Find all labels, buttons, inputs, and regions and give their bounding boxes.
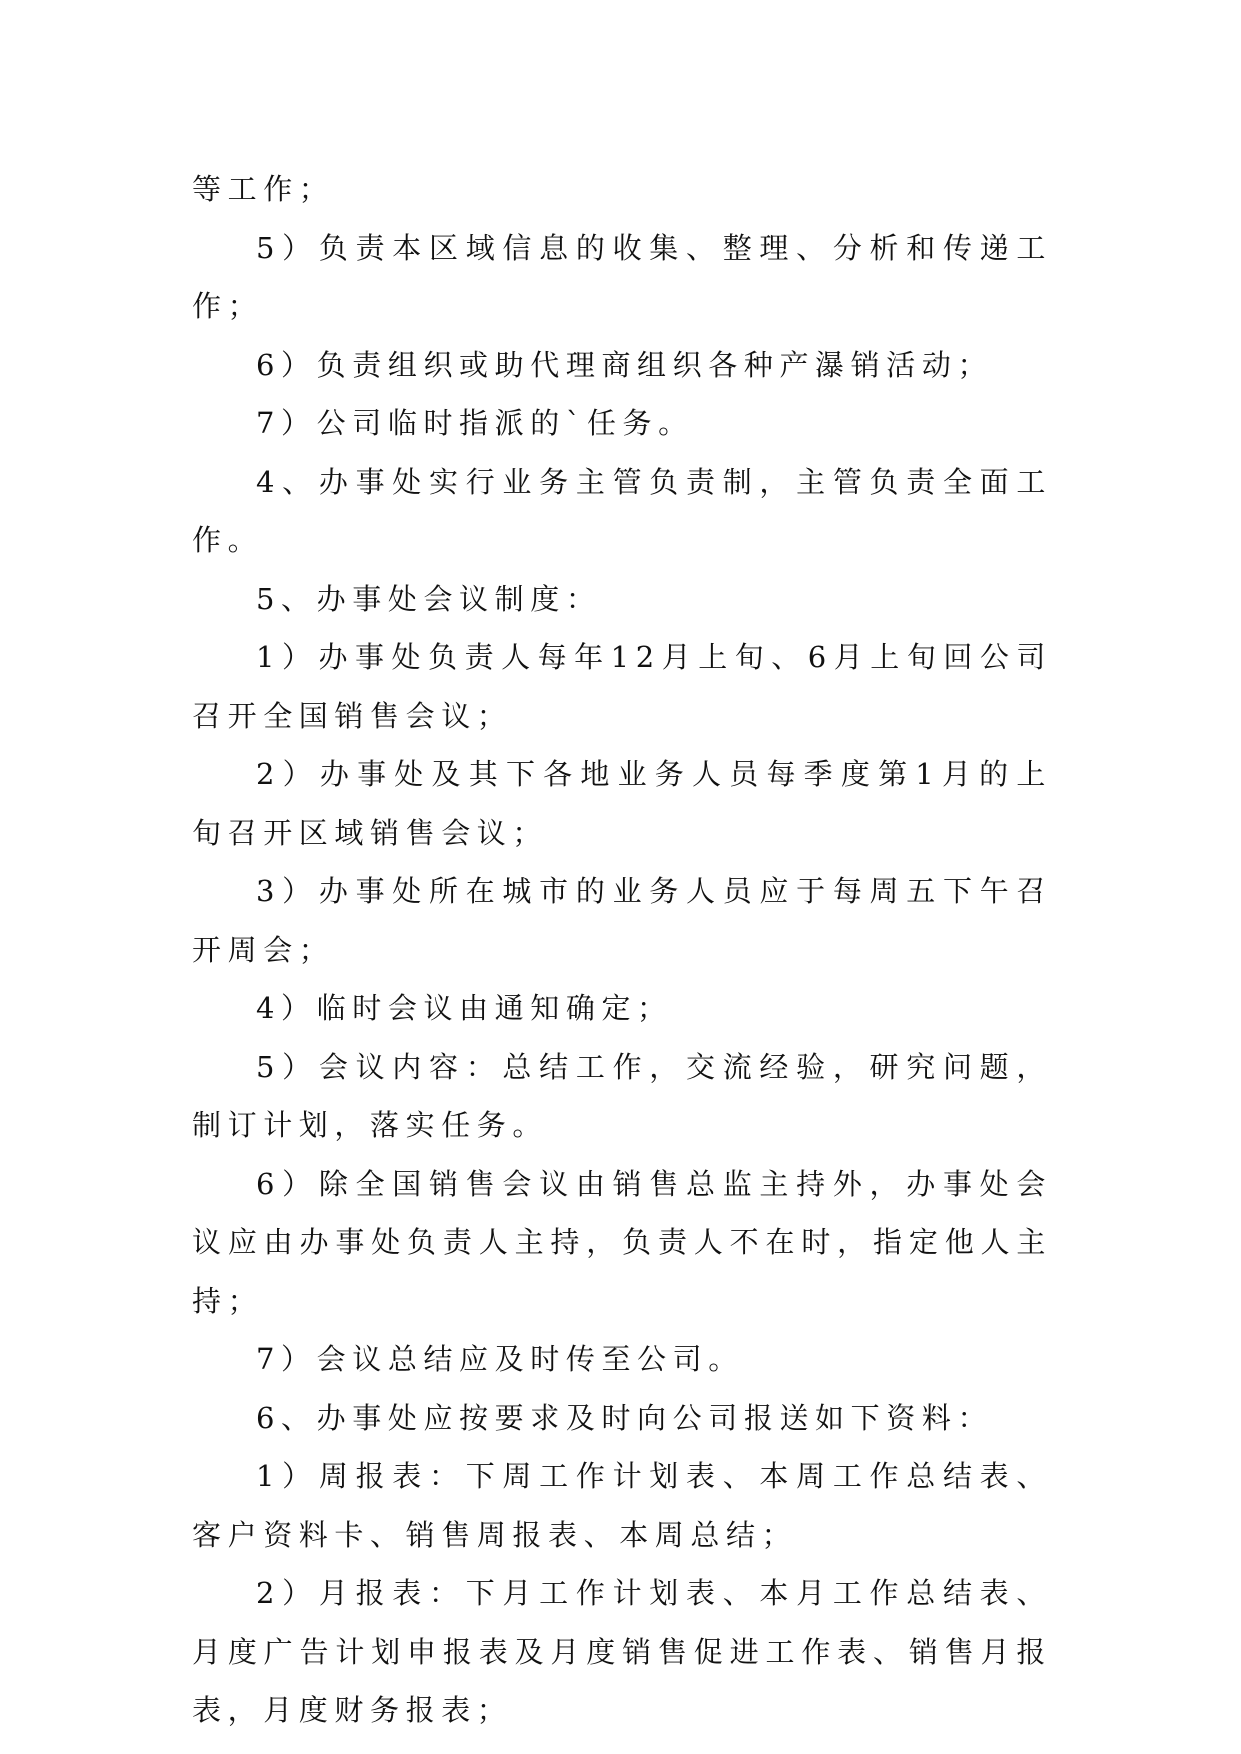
paragraph-duty-6: 6）负责组织或助代理商组织各种产瀑销活动； bbox=[256, 347, 994, 382]
paragraph-duty-5: 5）负责本区域信息的收集、整理、分析和传递工作； bbox=[192, 230, 1052, 323]
paragraph-meeting-7: 7）会议总结应及时传至公司。 bbox=[256, 1342, 744, 1376]
paragraph-meeting-3: 3）办事处所在城市的业务人员应于每周五下午召开周会； bbox=[192, 874, 1052, 967]
paragraph-meeting-5: 5）会议内容：总结工作，交流经验，研究问题，制订计划，落实任务。 bbox=[192, 1049, 1052, 1142]
paragraph-section-5-heading: 5、办事处会议制度： bbox=[256, 581, 602, 616]
paragraph-meeting-6: 6）除全国销售会议由销售总监主持外，办事处会议应由办事处负责人主持，负责人不在时，指定他人主持； bbox=[192, 1166, 1052, 1318]
document-body bbox=[192, 160, 1052, 1740]
paragraph-section-6-heading: 6、办事处应按要求及时向公司报送如下资料： bbox=[256, 1400, 994, 1435]
paragraph-report-2: 2）月报表：下月工作计划表、本月工作总结表、月度广告计划申报表及月度销售促进工作表、销售月报表，月度财务报表； bbox=[192, 1576, 1052, 1727]
paragraph-report-1: 1）周报表：下周工作计划表、本周工作总结表、客户资料卡、销售周报表、本周总结； bbox=[192, 1459, 1052, 1552]
paragraph-duty-7: 7）公司临时指派的`任务。 bbox=[256, 406, 694, 440]
paragraph-meeting-4: 4）临时会议由通知确定； bbox=[256, 991, 673, 1025]
paragraph-section-4: 4、办事处实行业务主管负责制，主管负责全面工作。 bbox=[192, 464, 1052, 557]
paragraph-meeting-1: 1）办事处负责人每年12月上旬、6月上旬回公司召开全国销售会议； bbox=[192, 640, 1052, 733]
paragraph-continuation: 等工作； bbox=[192, 172, 335, 206]
paragraph-meeting-2: 2）办事处及其下各地业务人员每季度第1月的上旬召开区域销售会议； bbox=[192, 757, 1052, 850]
